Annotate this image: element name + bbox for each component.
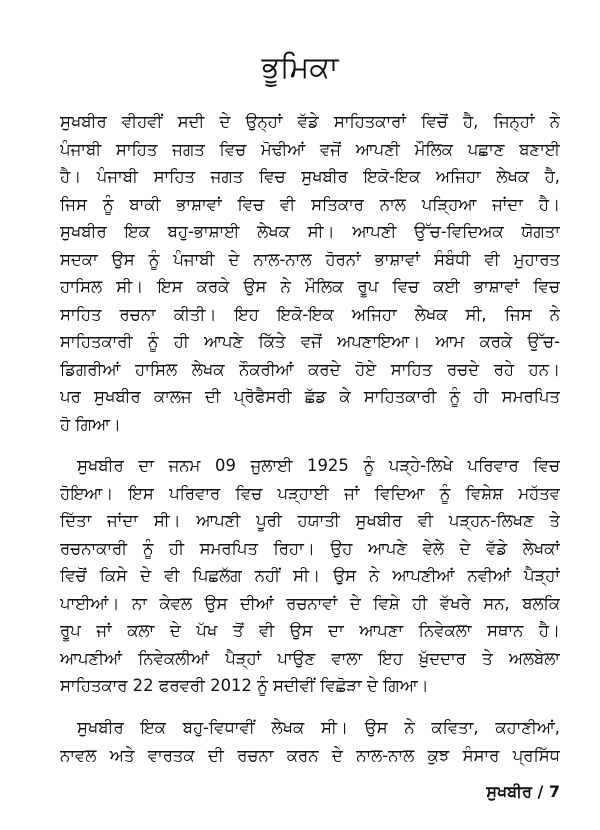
text-line: ਸੁਖਬੀਰ ਵੀਹਵੀਂ ਸਦੀ ਦੇ ਉਨ੍ਹਾਂ ਵੱਡੇ ਸਾਹਿਤਕਾਰਾਂ ਵਿਚੋਂ ਹੈ, ਜਿਨ੍ਹਾਂ ਨੇ bbox=[60, 112, 560, 131]
text-line: ਹੋਇਆ। ਇਸ ਪਰਿਵਾਰ ਵਿਚ ਪੜ੍ਹਾਈ ਜਾਂ ਵਿਦਿਆ ਨੂੰ ਵਿਸ਼ੇਸ਼ ਮਹੱਤਵ bbox=[60, 483, 560, 503]
paragraph-intro bbox=[60, 108, 560, 438]
page-footer: ਸੁਖਬੀਰ / 7 bbox=[486, 782, 560, 801]
text-line: ਪੰਜਾਬੀ ਸਾਹਿਤ ਜਗਤ ਵਿਚ ਮੋਢੀਆਂ ਵਜੋਂ ਆਪਣੀ ਮੌਲਿਕ ਪਛਾਣ ਬਣਾਈ bbox=[60, 139, 560, 159]
text-line: ਵਿਚੋਂ ਕਿਸੇ ਦੇ ਵੀ ਪਿਛਲੱਗ ਨਹੀਂ ਸੀ। ਉਸ ਨੇ ਆਪਣੀਆਂ ਨਵੀਆਂ ਪੈੜ੍ਹਾਂ bbox=[60, 566, 560, 585]
text-line: ਪਾਈਆਂ। ਨਾ ਕੇਵਲ ਉਸ ਦੀਆਂ ਰਚਨਾਵਾਂ ਦੇ ਵਿਸ਼ੇ ਹੀ ਵੱਖਰੇ ਸਨ, ਬਲਕਿ bbox=[60, 593, 560, 613]
paragraph-works bbox=[60, 714, 560, 769]
text-line: ਰਚਨਾਕਾਰੀ ਨੂੰ ਹੀ ਸਮਰਪਿਤ ਰਿਹਾ। ਉਹ ਆਪਣੇ ਵੇਲੇ ਦੇ ਵੱਡੇ ਲੇਖਕਾਂ bbox=[60, 538, 560, 558]
text-line: ਦਿੱਤਾ ਜਾਂਦਾ ਸੀ। ਆਪਣੀ ਪੂਰੀ ਹਯਾਤੀ ਸੁਖਬੀਰ ਵੀ ਪੜ੍ਹਨ-ਲਿਖਣ ਤੇ bbox=[60, 511, 560, 530]
text-line: ਸਾਹਿਤ ਰਚਨਾ ਕੀਤੀ। ਇਹ ਇਕੋ-ਇਕ ਅਜਿਹਾ ਲੇਖਕ ਸੀ, ਜਿਸ ਨੇ bbox=[60, 304, 560, 324]
text-line: ਪਰ ਸੁਖਬੀਰ ਕਾਲਜ ਦੀ ਪ੍ਰੋਫੈਸਰੀ ਛੱਡ ਕੇ ਸਾਹਿਤਕਾਰੀ ਨੂੰ ਹੀ ਸਮਰਪਿਤ bbox=[60, 387, 560, 406]
text-line: ਨਾਵਲ ਅਤੇ ਵਾਰਤਕ ਦੀ ਰਚਨਾ ਕਰਨ ਦੇ ਨਾਲ-ਨਾਲ ਕੁਝ ਸੰਸਾਰ ਪ੍ਰਸਿੱਧ bbox=[60, 745, 560, 765]
text-line: ਹੋ ਗਿਆ। bbox=[60, 414, 121, 434]
text-line: ਹੈ। ਪੰਜਾਬੀ ਸਾਹਿਤ ਜਗਤ ਵਿਚ ਸੁਖਬੀਰ ਇਕੋ-ਇਕ ਅਜਿਹਾ ਲੇਖਕ ਹੈ, bbox=[60, 167, 560, 186]
text-line: ਆਪਣੀਆਂ ਨਿਵੇਕਲੀਆਂ ਪੈੜ੍ਹਾਂ ਪਾਉਣ ਵਾਲਾ ਇਹ ਖ਼ੁੱਦਦਾਰ ਤੇ ਅਲਬੇਲਾ bbox=[60, 648, 560, 668]
text-line: ਹਾਸਿਲ ਸੀ। ਇਸ ਕਰਕੇ ਉਸ ਨੇ ਮੌਲਿਕ ਰੂਪ ਵਿਚ ਕਈ ਭਾਸ਼ਾਵਾਂ ਵਿਚ bbox=[60, 277, 560, 296]
text-line: ਸਾਹਿਤਕਾਰੀ ਨੂੰ ਹੀ ਆਪਣੇ ਕਿੱਤੇ ਵਜੋਂ ਅਪਣਾਇਆ। ਆਮ ਕਰਕੇ ਉੱਚ- bbox=[60, 332, 560, 351]
text-line: ਜਿਸ ਨੂੰ ਬਾਕੀ ਭਾਸ਼ਾਵਾਂ ਵਿਚ ਵੀ ਸਤਿਕਾਰ ਨਾਲ ਪੜ੍ਹਿਆ ਜਾਂਦਾ ਹੈ। bbox=[60, 194, 560, 214]
text-line: ਡਿਗਰੀਆਂ ਹਾਸਿਲ ਲੇਖਕ ਨੌਕਰੀਆਂ ਕਰਦੇ ਹੋਏ ਸਾਹਿਤ ਰਚਦੇ ਰਹੇ ਹਨ। bbox=[60, 359, 560, 379]
text-line: ਸੁਖਬੀਰ ਇਕ ਬਹੁ-ਭਾਸ਼ਾਈ ਲੇਖਕ ਸੀ। ਆਪਣੀ ਉੱਚ-ਵਿਦਿਅਕ ਯੋਗਤਾ bbox=[60, 222, 560, 241]
text-line: ਸਦਕਾ ਉਸ ਨੂੰ ਪੰਜਾਬੀ ਦੇ ਨਾਲ-ਨਾਲ ਹੋਰਨਾਂ ਭਾਸ਼ਾਵਾਂ ਸੰਬੰਧੀ ਵੀ ਮੁਹਾਰਤ bbox=[60, 249, 560, 269]
text-line: ਸਾਹਿਤਕਾਰ 22 ਫਰਵਰੀ 2012 ਨੂੰ ਸਦੀਵੀਂ ਵਿਛੋੜਾ ਦੇ ਗਿਆ। bbox=[60, 676, 429, 695]
text-line: ਸੁਖਬੀਰ ਦਾ ਜਨਮ 09 ਜੁਲਾਈ 1925 ਨੂੰ ਪੜ੍ਹੇ-ਲਿਖੇ ਪਰਿਵਾਰ ਵਿਚ bbox=[77, 456, 560, 475]
text-line: ਰੂਪ ਜਾਂ ਕਲਾ ਦੇ ਪੱਖ ਤੋਂ ਵੀ ਉਸ ਦਾ ਆਪਣਾ ਨਿਵੇਕਲਾ ਸਥਾਨ ਹੈ। bbox=[60, 621, 560, 640]
page-title: ਭੂਮਿਕਾ bbox=[261, 50, 339, 85]
text-line: ਸੁਖਬੀਰ ਇਕ ਬਹੁ-ਵਿਧਾਵੀਂ ਲੇਖਕ ਸੀ। ਉਸ ਨੇ ਕਵਿਤਾ, ਕਹਾਣੀਆਂ, bbox=[77, 718, 560, 737]
paragraph-birth bbox=[60, 452, 560, 700]
